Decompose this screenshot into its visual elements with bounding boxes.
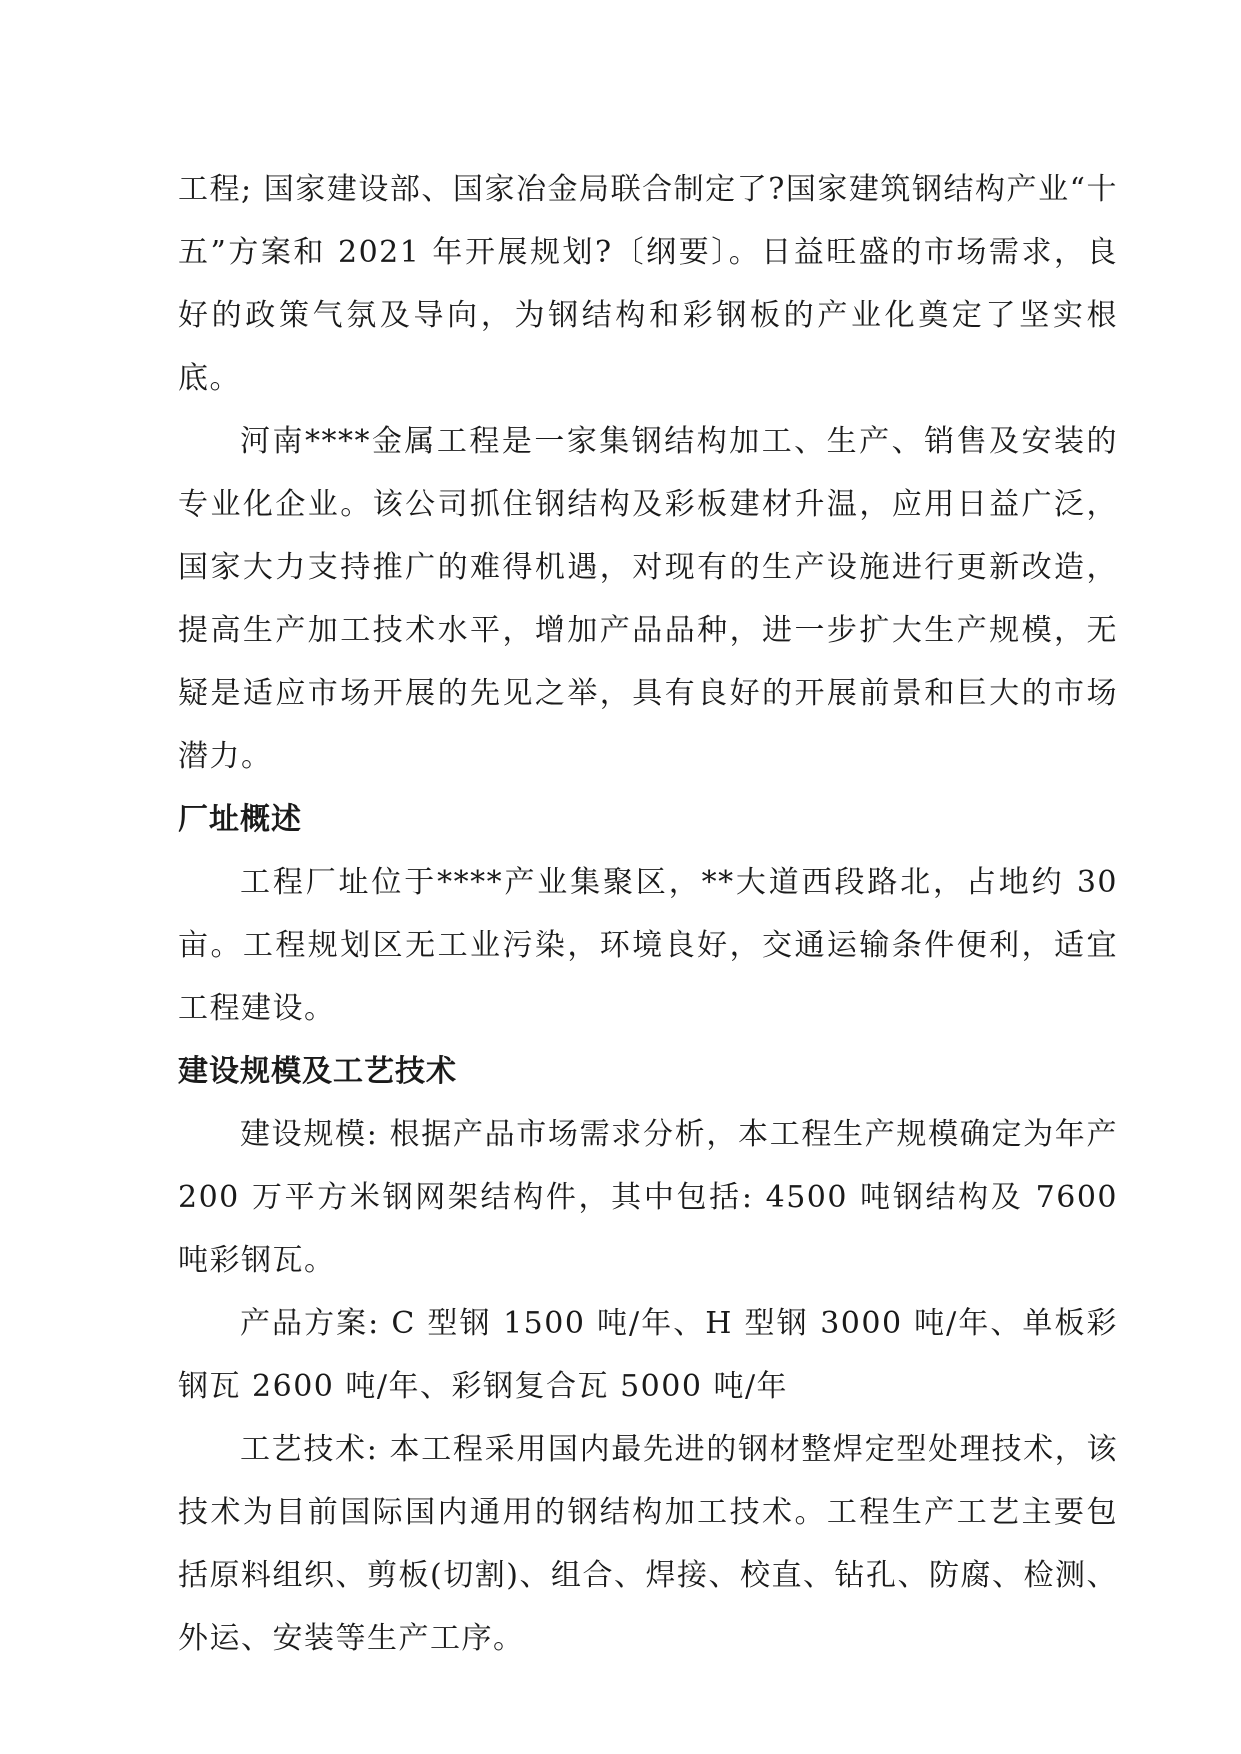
document-page [178, 158, 1118, 1670]
heading-site-overview: 厂址概述 [178, 802, 302, 837]
paragraph-site: 工程厂址位于****产业集聚区，**大道西段路北，占地约 30 亩。工程规划区无工业污染，环境良好，交通运输条件便利，适宜工程建设。 [178, 865, 1118, 1026]
paragraph-company: 河南****金属工程是一家集钢结构加工、生产、销售及安装的专业化企业。该公司抓住钢结构及彩板建材升温，应用日益广泛，国家大力支持推广的难得机遇，对现有的生产设施进行更新改造，提高生产加工技术水平，增加产品品种，进一步扩大生产规模，无疑是适应市场开展的先见之举，具有良好的开展前景和巨大的市场潜力。 [178, 424, 1118, 774]
paragraph-product-plan: 产品方案: C 型钢 1500 吨/年、H 型钢 3000 吨/年、单板彩钢瓦 2600 吨/年、彩钢复合瓦 5000 吨/年 [178, 1306, 1118, 1404]
heading-scale-technology: 建设规模及工艺技术 [178, 1054, 457, 1089]
paragraph-process-technology: 工艺技术: 本工程采用国内最先进的钢材整焊定型处理技术，该技术为目前国际国内通用的钢结构加工技术。工程生产工艺主要包括原料组织、剪板(切割)、组合、焊接、校直、钻孔、防腐、检测、外运、安装等生产工序。 [178, 1432, 1118, 1656]
paragraph-scale: 建设规模: 根据产品市场需求分析，本工程生产规模确定为年产 200 万平方米钢网架结构件，其中包括: 4500 吨钢结构及 7600 吨彩钢瓦。 [178, 1117, 1118, 1278]
paragraph-policy: 工程; 国家建设部、国家冶金局联合制定了?国家建筑钢结构产业“十五”方案和 2021 年开展规划?〔纲要〕。日益旺盛的市场需求，良好的政策气氛及导向，为钢结构和彩钢板的产业化奠定了坚实根底。 [178, 172, 1118, 396]
